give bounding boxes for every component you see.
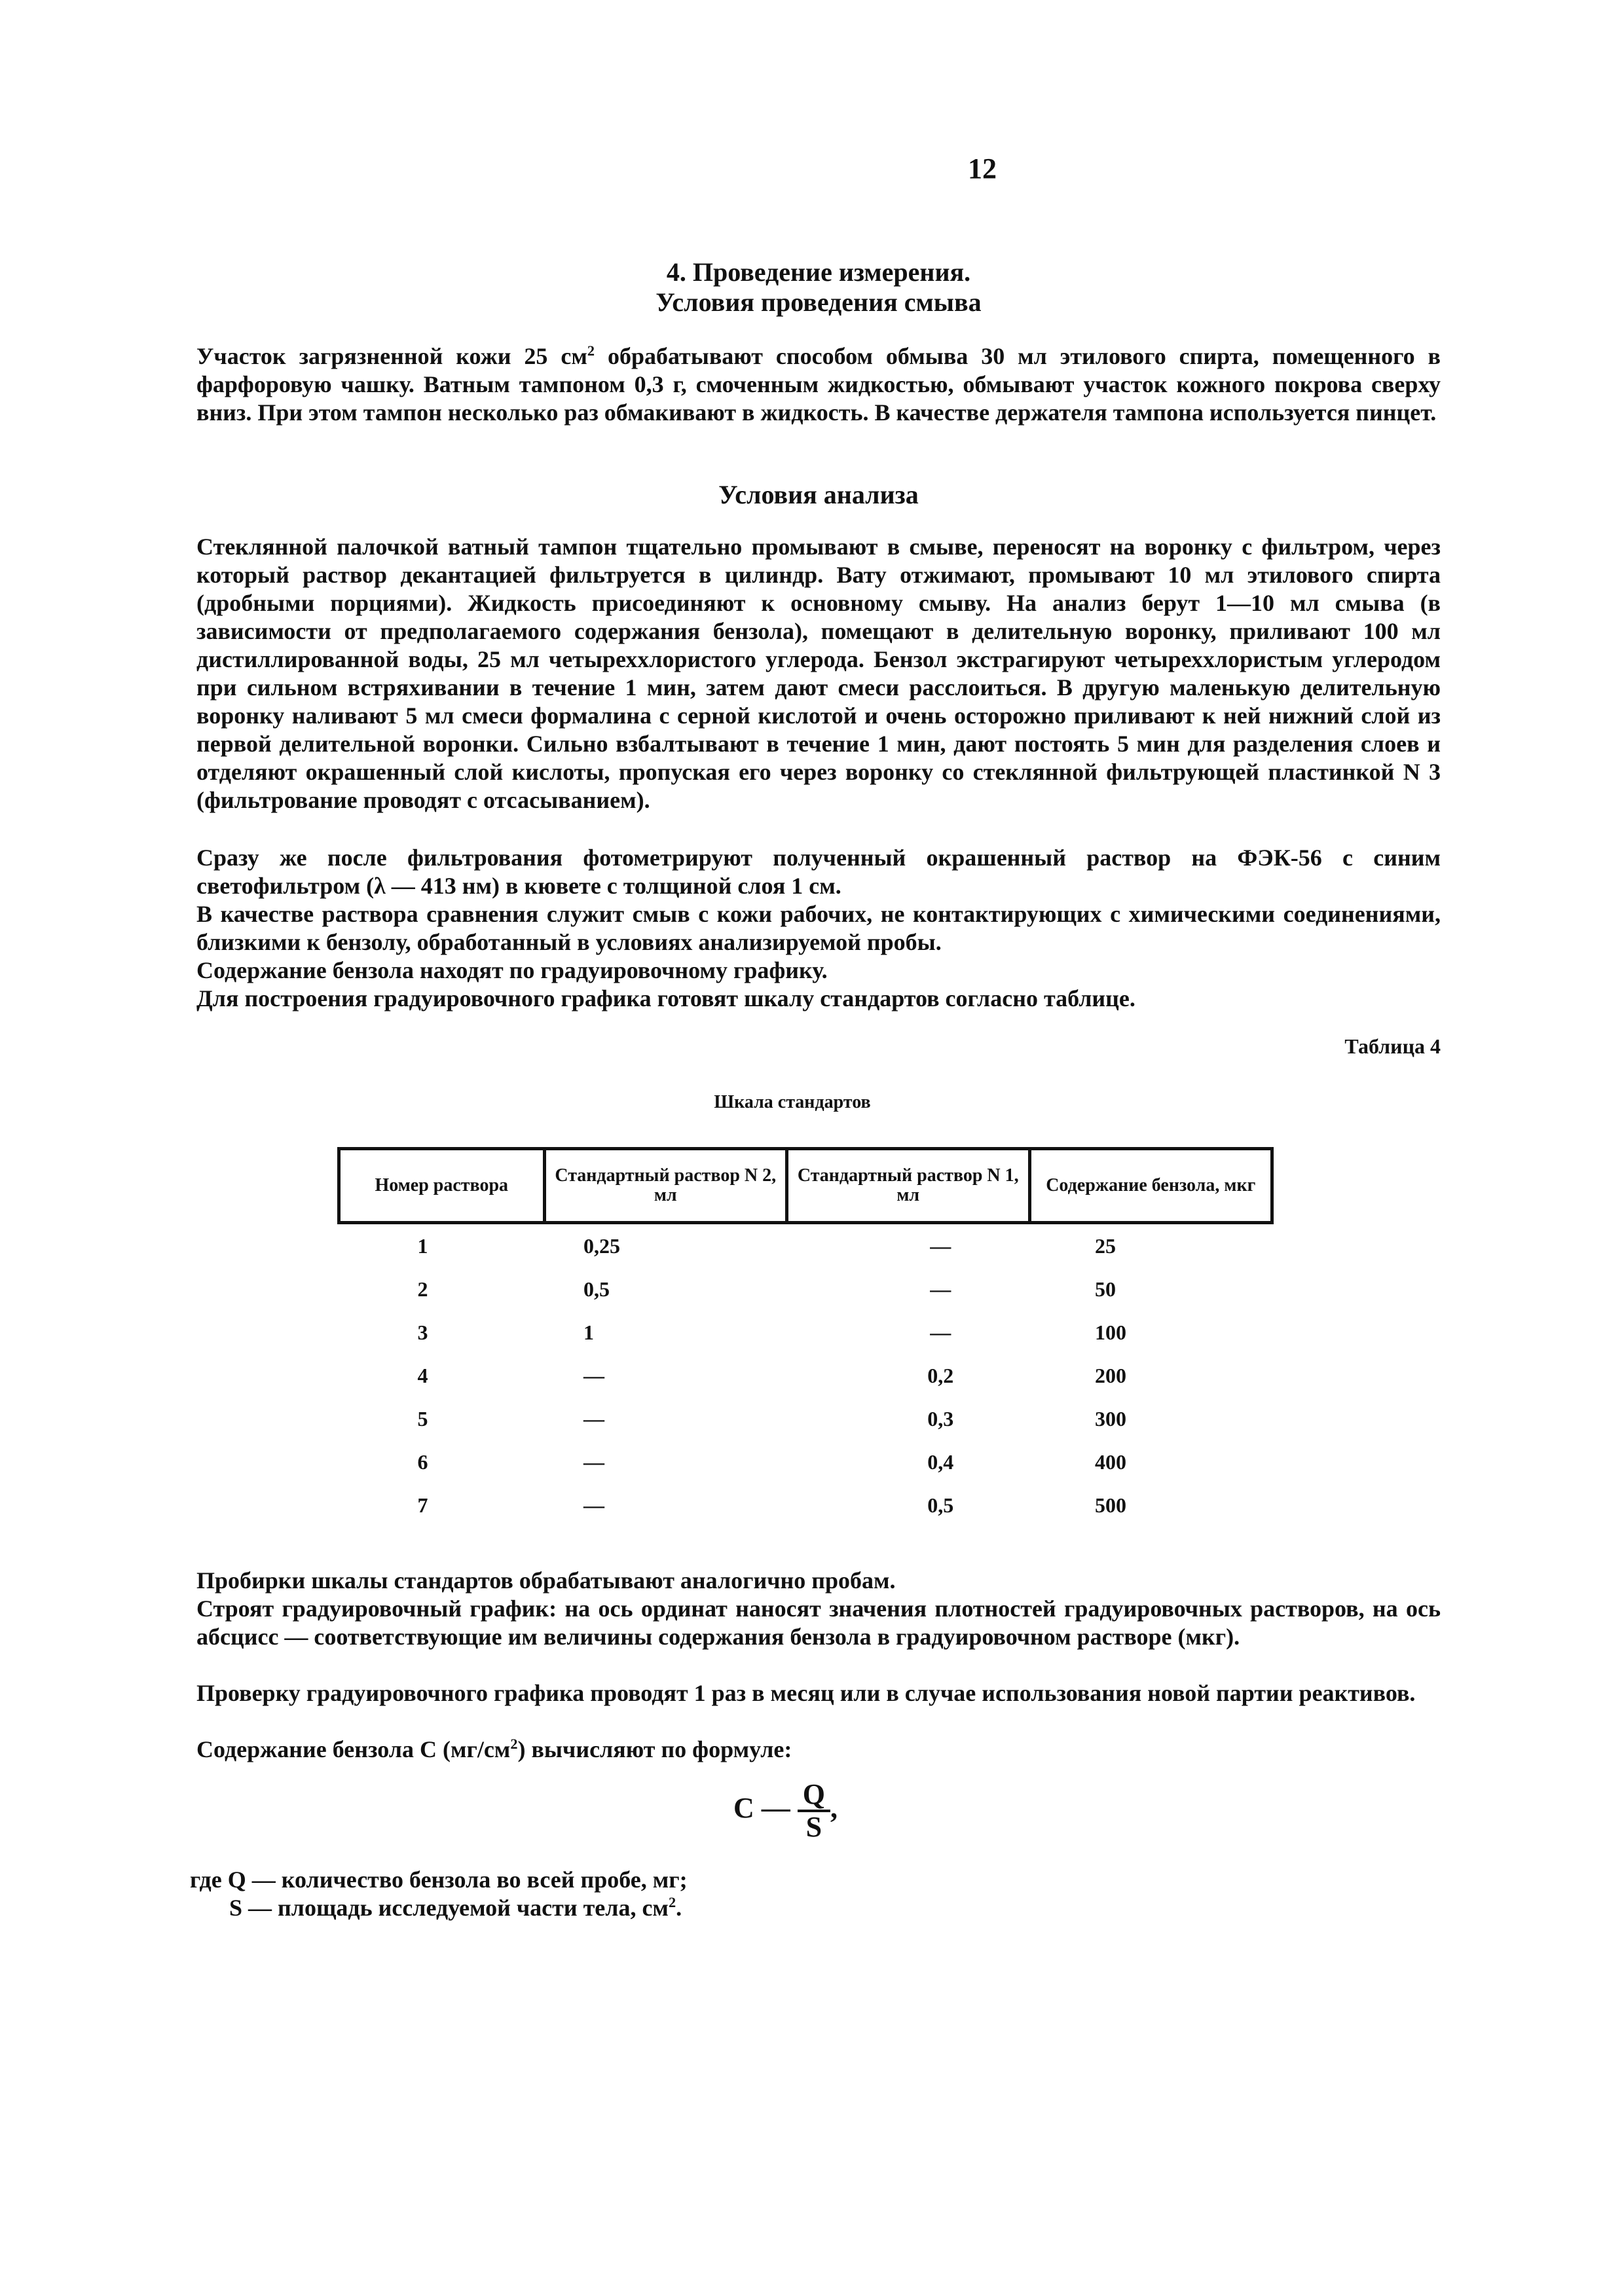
section-heading-line2: Условия проведения смыва (655, 287, 982, 317)
cell-n1: 0,3 (927, 1406, 954, 1430)
cell-number: 6 (417, 1449, 428, 1474)
analysis-paragraph-2: Сразу же после фильтрования фотометрируют полученный окрашенный раствор на ФЭК-56 с синим светофильтром (λ — 413 нм) в кювете с толщиной слоя 1 см. (196, 845, 1441, 899)
where-s-a: S — площадь исследуемой части тела, см (229, 1895, 669, 1921)
where-s-sup: 2 (668, 1894, 676, 1910)
formula-intro-sup: 2 (510, 1736, 518, 1752)
standards-table (337, 1147, 1274, 1527)
table-label: Таблица 4 (1344, 1034, 1441, 1058)
cell-n1: — (930, 1233, 951, 1258)
washing-text-start: Участок загрязненной кожи 25 см (196, 343, 587, 369)
table-row (339, 1311, 1272, 1354)
table-row (339, 1397, 1272, 1440)
washing-sup: 2 (587, 342, 595, 359)
after-table-paragraph-3: Проверку градуировочного графика проводят 1 раз в месяц или в случае использования новой партии реактивов. (196, 1680, 1416, 1706)
formula-denominator: S (805, 1811, 822, 1843)
cell-benzene: 100 (1095, 1320, 1126, 1344)
cell-n1: 0,4 (927, 1449, 954, 1474)
header-standard-n2: Стандартный раствор N 2, мл (544, 1149, 787, 1223)
analysis-heading: Условия анализа (718, 480, 919, 509)
header-solution-number: Номер раствора (339, 1149, 545, 1223)
cell-benzene: 25 (1095, 1233, 1116, 1258)
cell-benzene: 50 (1095, 1277, 1116, 1301)
where-q: где Q — количество бензола во всей пробе, мг; (190, 1867, 688, 1893)
cell-benzene: 200 (1095, 1363, 1126, 1387)
formula-intro-a: Содержание бензола С (мг/см (196, 1736, 511, 1762)
cell-n2: 1 (583, 1320, 594, 1344)
cell-number: 2 (417, 1277, 428, 1301)
cell-n1: — (930, 1320, 951, 1344)
cell-benzene: 300 (1095, 1406, 1126, 1430)
cell-benzene: 500 (1095, 1493, 1126, 1517)
cell-n2: — (583, 1449, 604, 1474)
cell-benzene: 400 (1095, 1449, 1126, 1474)
washing-text-rest: обрабатывают способом обмыва 30 мл этилового спирта, помещенного в фарфоровую чашку. Ватным тампоном 0,3 г, смоченным жидкостью, обмывают участок кожного покрова сверху вниз. При этом тампон несколько раз обмакивают в жидкость. В качестве держателя тампона используется пинцет. (196, 343, 1441, 426)
table-row (339, 1354, 1272, 1397)
cell-n1: 0,2 (927, 1363, 954, 1387)
cell-number: 4 (417, 1363, 428, 1387)
after-table-paragraph-1: Пробирки шкалы стандартов обрабатывают аналогично пробам. (196, 1567, 896, 1594)
washing-paragraph (196, 342, 1441, 427)
cell-n2: — (583, 1363, 604, 1387)
table-row (339, 1484, 1272, 1527)
formula-intro (196, 1736, 1441, 1764)
cell-n2: — (583, 1493, 604, 1517)
table-row (339, 1440, 1272, 1484)
cell-n1: 0,5 (927, 1493, 954, 1517)
table-row (339, 1223, 1272, 1268)
cell-n2: 0,5 (583, 1277, 610, 1301)
formula-numerator: Q (798, 1779, 830, 1812)
analysis-paragraph-4: Содержание бензола находят по градуировочному графику. (196, 957, 828, 983)
section-heading-line1: 4. Проведение измерения. (666, 257, 971, 287)
analysis-paragraph-5: Для построения градуировочного графика готовят шкалу стандартов согласно таблице. (196, 985, 1135, 1011)
formula-fraction (798, 1779, 830, 1842)
page-number: 12 (968, 153, 997, 185)
where-s-b: . (676, 1895, 682, 1921)
analysis-paragraph-3: В качестве раствора сравнения служит смыв с кожи рабочих, не контактирующих с химическими соединениями, близкими к бензолу, обработанный в условиях анализируемой пробы. (196, 901, 1441, 955)
analysis-paragraph-1: Стеклянной палочкой ватный тампон тщательно промывают в смыве, переносят на воронку с фильтром, через который раствор декантацией фильтруется в цилиндр. Вату отжимают, промывают 10 мл этилового спирта (дробными порциями). Жидкость присоединяют к основному смыву. На анализ берут 1—10 мл смыва (в зависимости от предполагаемого содержания бензола), помещают в делительную воронку, приливают 100 мл дистиллированной воды, 25 мл четыреххлористого углерода. Бензол экстрагируют четыреххлористым углеродом при сильном встряхивании в течение 1 мин, затем дают смеси расслоиться. В другую маленькую делительную воронку наливают 5 мл смеси формалина с серной кислотой и очень осторожно приливают к ней нижний слой из первой делительной воронки. Сильно взбалтывают в течение 1 мин, дают постоять 5 мин для разделения слоев и отделяют окрашенный слой кислоты, пропуская его через воронку со стеклянной фильтрующей пластинкой N 3 (фильтрование проводят с отсасыванием). (196, 534, 1441, 813)
header-benzene-content: Содержание бензола, мкг (1029, 1149, 1272, 1223)
table-title: Шкала стандартов (714, 1092, 871, 1112)
header-standard-n1: Стандартный раствор N 1, мл (787, 1149, 1030, 1223)
formula-tail: , (830, 1792, 838, 1825)
formula-lhs: С — (733, 1792, 790, 1825)
cell-number: 7 (417, 1493, 428, 1517)
after-table-paragraph-2: Строят градуировочный график: на ось ординат наносят значения плотностей градуировочных растворов, на ось абсцисс — соответствующие им величины содержания бензола в градуировочном растворе (мкг). (196, 1595, 1441, 1650)
where-s (229, 1894, 682, 1922)
table-row (339, 1267, 1272, 1311)
benzene-formula (733, 1779, 838, 1842)
cell-number: 1 (417, 1233, 428, 1258)
cell-n2: 0,25 (583, 1233, 620, 1258)
cell-n2: — (583, 1406, 604, 1430)
cell-n1: — (930, 1277, 951, 1301)
cell-number: 3 (417, 1320, 428, 1344)
cell-number: 5 (417, 1406, 428, 1430)
table-header-row (339, 1149, 1272, 1223)
formula-intro-b: ) вычисляют по формуле: (517, 1736, 792, 1762)
